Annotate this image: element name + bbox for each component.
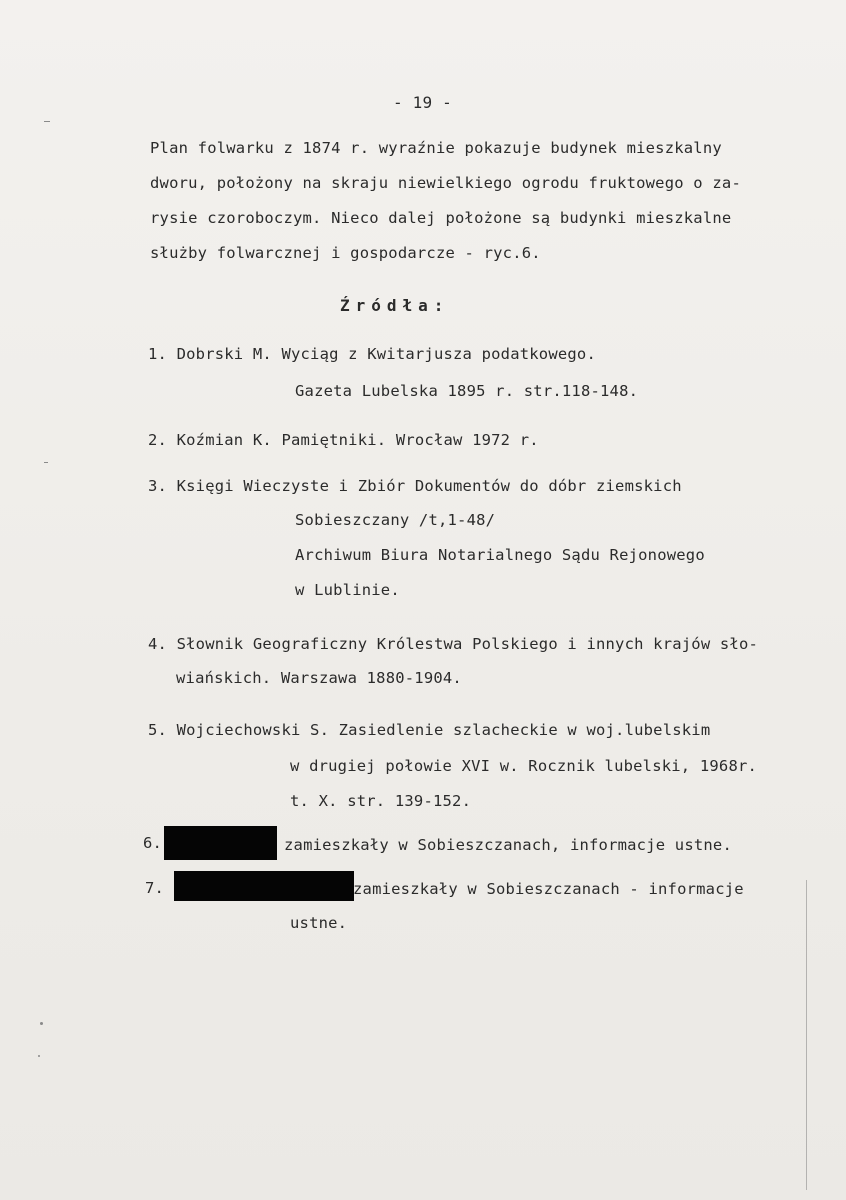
source-line: w Lublinie. xyxy=(295,581,400,599)
source-line: wiańskich. Warszawa 1880-1904. xyxy=(176,669,462,687)
source-line: Archiwum Biura Notarialnego Sądu Rejonowego xyxy=(295,546,705,564)
margin-mark xyxy=(40,1022,43,1025)
redaction-box xyxy=(174,871,354,901)
paragraph-line: Plan folwarku z 1874 r. wyraźnie pokazuje budynek mieszkalny xyxy=(150,139,722,157)
sources-heading: Źródła: xyxy=(340,296,450,315)
paragraph-line: rysie czoroboczym. Nieco dalej położone są budynki mieszkalne xyxy=(150,209,732,227)
margin-mark xyxy=(44,121,50,122)
redaction-box xyxy=(164,826,277,860)
source-line: Gazeta Lubelska 1895 r. str.118-148. xyxy=(295,382,639,400)
source-line: Sobieszczany /t,1-48/ xyxy=(295,511,496,529)
source-line: t. X. str. 139-152. xyxy=(290,792,472,810)
source-line: w drugiej połowie XVI w. Rocznik lubelski, 1968r. xyxy=(290,757,758,775)
source-line: 3. Księgi Wieczyste i Zbiór Dokumentów do dóbr ziemskich xyxy=(148,477,682,495)
source-number: 6. xyxy=(143,834,163,852)
source-line: ustne. xyxy=(290,914,348,932)
source-line: 4. Słownik Geograficzny Królestwa Polskiego i innych krajów sło- xyxy=(148,635,759,653)
margin-mark xyxy=(44,462,48,463)
source-line: 2. Koźmian K. Pamiętniki. Wrocław 1972 r. xyxy=(148,431,539,449)
source-line: 1. Dobrski M. Wyciąg z Kwitarjusza podatkowego. xyxy=(148,345,596,363)
source-number: 7. xyxy=(145,879,165,897)
source-line: zamieszkały w Sobieszczanach - informacje xyxy=(353,880,744,898)
page-number: - 19 - xyxy=(393,93,452,112)
paragraph-line: służby folwarcznej i gospodarcze - ryc.6. xyxy=(150,244,541,262)
paragraph-line: dworu, położony na skraju niewielkiego ogrodu fruktowego o za- xyxy=(150,174,741,192)
source-line: 5. Wojciechowski S. Zasiedlenie szlacheckie w woj.lubelskim xyxy=(148,721,711,739)
pencil-line xyxy=(806,880,807,1190)
margin-mark xyxy=(38,1055,40,1057)
source-line: zamieszkały w Sobieszczanach, informacje ustne. xyxy=(284,836,732,854)
